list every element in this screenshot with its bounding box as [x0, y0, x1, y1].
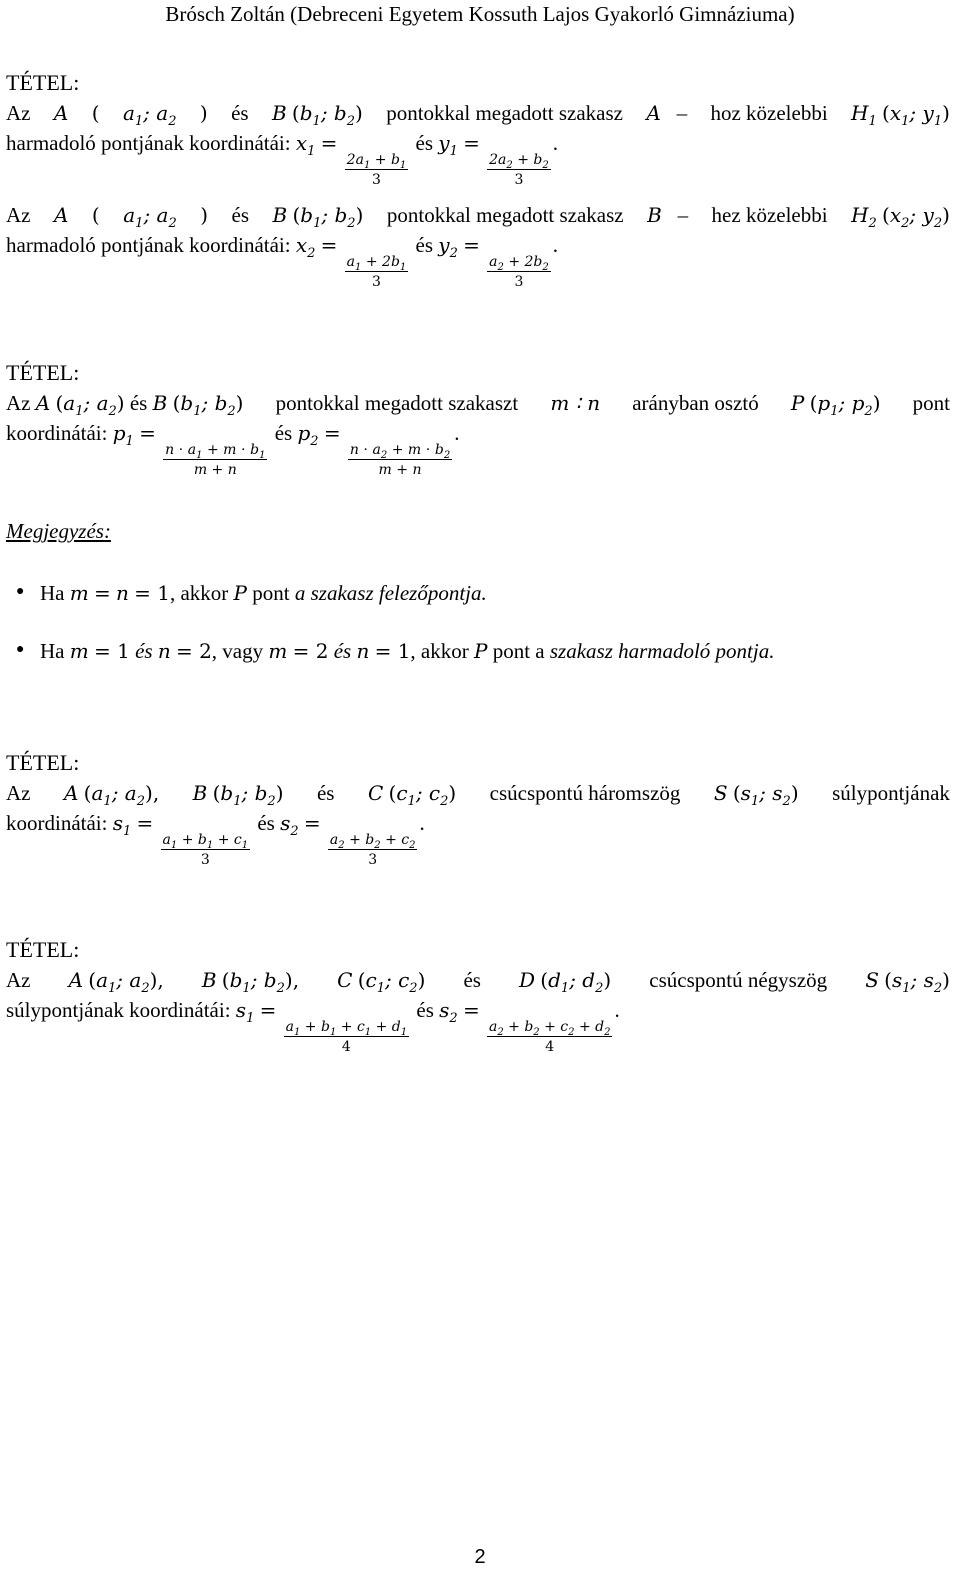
note-title: Megjegyzés: [6, 519, 111, 543]
theorem-title: TÉTEL: [6, 360, 80, 385]
theorem-1-line-2: harmadoló pontjának koordinátái: $x_1$ = $\frac{2a_1 + b_1}{3}$ és $y_1$ = $\frac{2a_2 + b_2}{3}$ . [6, 131, 558, 188]
theorem-3-line-2: koordinátái: $s_1$ = $\frac{a_1 + b_1 + c_1}{3}$ és $s_2$ = $\frac{a_2 + b_2 + c_2}{3}$ . [6, 811, 425, 868]
theorem-1-line-4: harmadoló pontjának koordinátái: $x_2$ = $\frac{a_1 + 2b_1}{3}$ és $y_2$ = $\frac{a_2 + 2b_2}{3}$ . [6, 233, 558, 290]
theorem-4-line-1: Az A ($a_1$; $a_2$), B ($b_1$; $b_2$), C ($c_1$; $c_2$) és D ($d_1$; $d_2$) csúcspontú négyszög S ($s_1$; $s_2$) [6, 968, 950, 996]
fraction: $\frac{a_1 + b_1 + c_1 + d_1}{4}$ [285, 1019, 408, 1055]
page-number: 2 [474, 1546, 486, 1568]
theorem-title: TÉTEL: [6, 70, 80, 95]
fraction: $\frac{2a_1 + b_1}{3}$ [346, 152, 407, 188]
theorem-4 [6, 935, 950, 1055]
fraction: $\frac{a_2 + b_2 + c_2 + d_2}{4}$ [488, 1019, 611, 1055]
fraction: $\frac{n \cdot a_2 + m \cdot b_2}{m + n}$ [349, 442, 451, 478]
fraction: $\frac{a_1 + 2b_1}{3}$ [346, 254, 407, 290]
theorem-title: TÉTEL: [6, 937, 80, 962]
theorem-title: TÉTEL: [6, 750, 80, 775]
fraction: $\frac{a_2 + b_2 + c_2}{3}$ [329, 832, 416, 868]
theorem-3-line-1: Az A ($a_1$; $a_2$), B ($b_1$; $b_2$) és C ($c_1$; $c_2$) csúcspontú háromszög S ($s_1$; $s_2$) súlypontjának [6, 781, 950, 809]
theorem-2 [6, 358, 950, 478]
fraction: $\frac{a_2 + 2b_2}{3}$ [489, 254, 549, 290]
theorem-2-line-1: Az A ($a_1$; $a_2$) és B ($b_1$; $b_2$) pontokkal megadott szakaszt m ∶ n arányban osztó P ($p_1$; $p_2$) pont [6, 391, 950, 419]
theorem-1-line-1: Az A ( $a_1$; $a_2$ ) és B ($b_1$; $b_2$) pontokkal megadott szakasz A – hoz közelebbi $H_1$ ($x_1$; $y_1$) [6, 101, 950, 129]
note-bullet-1: ● Ha m = n = 1, akkor P pont a szakasz felezőpontja. [16, 581, 487, 605]
bullet-icon: ● [16, 584, 25, 599]
page-header: Brósch Zoltán (Debreceni Egyetem Kossuth Lajos Gyakorló Gimnáziuma) [165, 2, 795, 26]
note-bullet-2: ● Ha m = 1 és n = 2, vagy m = 2 és n = 1, akkor P pont a szakasz harmadoló pontja. [16, 639, 775, 663]
theorem-1-line-3: Az A ( $a_1$; $a_2$ ) és B ($b_1$; $b_2$) pontokkal megadott szakasz B – hez közelebbi $H_2$ ($x_2$; $y_2$) [6, 203, 950, 231]
theorem-3 [6, 748, 950, 868]
note-section [6, 516, 950, 546]
theorem-2-line-2: koordinátái: $p_1$ = $\frac{n \cdot a_1 + m \cdot b_1}{m + n}$ és $p_2$ = $\frac{n \cdot a_2 + m \cdot b_2}{m + n}$ . [6, 421, 460, 478]
theorem-4-line-2: súlypontjának koordinátái: $s_1$ = $\frac{a_1 + b_1 + c_1 + d_1}{4}$ és $s_2$ = $\frac{a_2 + b_2 + c_2 + d_2}{4}$ . [6, 998, 620, 1055]
fraction: $\frac{a_1 + b_1 + c_1}{3}$ [162, 832, 249, 868]
fraction: $\frac{2a_2 + b_2}{3}$ [489, 152, 549, 188]
fraction: $\frac{n \cdot a_1 + m \cdot b_1}{m + n}$ [165, 442, 266, 478]
bullet-icon: ● [16, 642, 25, 657]
theorem-1b [6, 200, 950, 290]
theorem-1 [6, 68, 950, 188]
